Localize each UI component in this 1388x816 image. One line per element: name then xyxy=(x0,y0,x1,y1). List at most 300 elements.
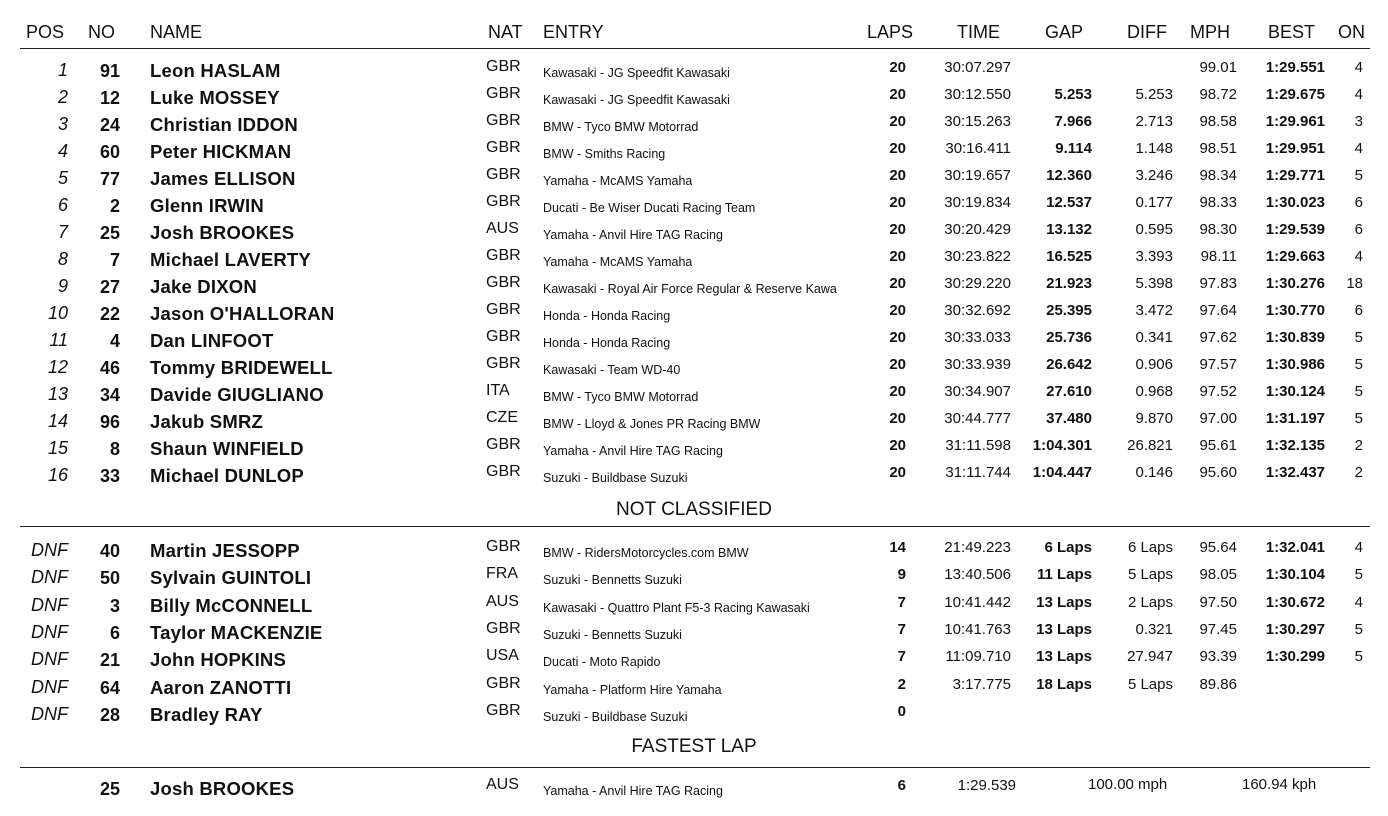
table-row xyxy=(0,674,1388,701)
cell-nat: USA xyxy=(486,647,519,665)
cell-no: 50 xyxy=(99,568,120,589)
header-pos: POS xyxy=(26,22,65,42)
cell-entry: BMW - Lloyd & Jones PR Racing BMW xyxy=(543,417,761,431)
cell-diff: 27.947 xyxy=(1127,648,1173,666)
cell-no: 96 xyxy=(99,412,120,432)
cell-mph: 98.05 xyxy=(1199,566,1237,584)
cell-nat: GBR xyxy=(486,247,521,264)
cell-gap: 18 Laps xyxy=(1036,675,1092,693)
fastest-lap-row xyxy=(0,775,1388,802)
cell-name: Glenn IRWIN xyxy=(150,195,264,216)
cell-laps: 7 xyxy=(897,593,906,611)
cell-time: 30:19.834 xyxy=(944,194,1011,211)
cell-pos: DNF xyxy=(31,540,68,560)
cell-on: 5 xyxy=(1354,648,1363,666)
cell-nat: GBR xyxy=(486,112,521,129)
cell-no: 8 xyxy=(109,439,120,459)
cell-laps: 20 xyxy=(889,302,906,319)
cell-diff: 5 Laps xyxy=(1127,675,1173,693)
cell-on: 5 xyxy=(1354,383,1363,400)
table-row xyxy=(0,219,1388,246)
cell-name: Tommy BRIDEWELL xyxy=(150,357,333,378)
cell-name: Bradley RAY xyxy=(150,703,263,725)
cell-name: Luke MOSSEY xyxy=(150,87,280,108)
cell-best: 1:31.197 xyxy=(1265,410,1325,427)
cell-time: 10:41.763 xyxy=(944,620,1011,638)
cell-name: Jakub SMRZ xyxy=(150,411,264,432)
fastest-lap-nat: AUS xyxy=(486,776,519,793)
cell-gap: 1:04.447 xyxy=(1032,464,1092,481)
cell-no: 6 xyxy=(109,622,120,643)
cell-entry: Suzuki - Buildbase Suzuki xyxy=(543,709,688,724)
cell-diff: 5 Laps xyxy=(1127,566,1173,584)
cell-pos: DNF xyxy=(31,567,68,588)
cell-entry: Honda - Honda Racing xyxy=(543,336,671,350)
cell-mph: 98.72 xyxy=(1199,86,1237,103)
cell-diff: 0.177 xyxy=(1135,194,1173,211)
cell-best: 1:29.961 xyxy=(1265,113,1325,130)
cell-laps: 20 xyxy=(889,194,906,211)
table-row xyxy=(0,537,1388,564)
table-row xyxy=(0,57,1388,84)
table-row xyxy=(0,192,1388,219)
cell-name: Leon HASLAM xyxy=(150,60,281,81)
cell-name: Jason O'HALLORAN xyxy=(150,303,335,324)
cell-gap: 27.610 xyxy=(1046,383,1092,400)
cell-nat: GBR xyxy=(486,274,521,291)
cell-best: 1:30.297 xyxy=(1265,620,1325,638)
cell-gap: 26.642 xyxy=(1046,356,1092,373)
cell-time: 10:41.442 xyxy=(944,593,1011,611)
header-no: NO xyxy=(88,22,115,42)
header-diff: DIFF xyxy=(1127,22,1167,42)
cell-time: 13:40.506 xyxy=(944,566,1011,584)
cell-diff: 2 Laps xyxy=(1127,593,1173,611)
cell-name: Davide GIUGLIANO xyxy=(150,384,324,405)
cell-time: 31:11.598 xyxy=(945,437,1011,454)
cell-best: 1:29.551 xyxy=(1265,59,1325,76)
cell-best: 1:30.104 xyxy=(1265,566,1325,584)
cell-entry: Yamaha - McAMS Yamaha xyxy=(543,174,693,188)
header-divider xyxy=(20,48,1370,49)
cell-laps: 20 xyxy=(889,221,906,238)
cell-mph: 95.60 xyxy=(1199,464,1237,481)
table-row xyxy=(0,408,1388,435)
cell-diff: 5.253 xyxy=(1135,86,1173,103)
cell-mph: 97.00 xyxy=(1199,410,1237,427)
cell-no: 60 xyxy=(99,142,120,162)
cell-name: Taylor MACKENZIE xyxy=(150,621,323,643)
cell-nat: GBR xyxy=(486,701,521,719)
cell-diff: 1.148 xyxy=(1135,140,1173,157)
cell-entry: Yamaha - Anvil Hire TAG Racing xyxy=(543,444,723,458)
cell-time: 30:32.692 xyxy=(944,302,1011,319)
table-row xyxy=(0,300,1388,327)
cell-nat: GBR xyxy=(486,328,521,345)
cell-laps: 7 xyxy=(897,648,906,666)
cell-mph: 97.50 xyxy=(1199,593,1237,611)
cell-time: 30:15.263 xyxy=(944,113,1011,130)
cell-laps: 20 xyxy=(889,410,906,427)
cell-best: 1:29.675 xyxy=(1265,86,1325,103)
cell-laps: 20 xyxy=(889,329,906,346)
cell-time: 30:44.777 xyxy=(944,410,1011,427)
cell-entry: Yamaha - Platform Hire Yamaha xyxy=(543,682,722,697)
cell-laps: 0 xyxy=(897,702,906,720)
cell-pos: 8 xyxy=(57,249,68,269)
table-row xyxy=(0,273,1388,300)
cell-no: 12 xyxy=(99,88,120,108)
table-row xyxy=(0,564,1388,591)
header-name: NAME xyxy=(150,22,203,42)
cell-pos: 13 xyxy=(47,384,68,404)
cell-on: 5 xyxy=(1354,410,1363,427)
cell-name: Aaron ZANOTTI xyxy=(150,676,292,698)
cell-nat: AUS xyxy=(486,592,519,610)
cell-nat: FRA xyxy=(486,565,518,583)
cell-name: John HOPKINS xyxy=(150,649,287,671)
cell-diff: 5.398 xyxy=(1135,275,1173,292)
cell-gap: 1:04.301 xyxy=(1032,437,1092,454)
cell-best: 1:32.437 xyxy=(1265,464,1325,481)
cell-time: 31:11.744 xyxy=(945,464,1011,481)
cell-time: 21:49.223 xyxy=(944,539,1011,556)
table-row xyxy=(0,138,1388,165)
cell-diff: 0.968 xyxy=(1135,383,1173,400)
table-row xyxy=(0,646,1388,673)
cell-no: 24 xyxy=(99,115,120,135)
cell-best: 1:30.672 xyxy=(1265,593,1325,611)
cell-no: 2 xyxy=(109,196,120,216)
cell-on: 5 xyxy=(1354,167,1363,184)
cell-time: 30:23.822 xyxy=(944,248,1011,265)
cell-pos: 10 xyxy=(47,303,68,323)
cell-diff: 3.393 xyxy=(1135,248,1173,265)
cell-on: 18 xyxy=(1346,275,1363,292)
table-row xyxy=(0,327,1388,354)
cell-laps: 20 xyxy=(889,248,906,265)
cell-nat: GBR xyxy=(486,301,521,318)
cell-best: 1:29.663 xyxy=(1265,248,1325,265)
cell-on: 5 xyxy=(1354,329,1363,346)
cell-gap: 13 Laps xyxy=(1036,648,1092,666)
cell-best: 1:30.299 xyxy=(1265,648,1325,666)
cell-name: Martin JESSOPP xyxy=(150,540,300,561)
fastest-lap-name: Josh BROOKES xyxy=(150,778,295,799)
cell-entry: Yamaha - Anvil Hire TAG Racing xyxy=(543,228,723,242)
header-laps: LAPS xyxy=(867,22,914,42)
cell-laps: 20 xyxy=(889,383,906,400)
cell-entry: BMW - Tyco BMW Motorrad xyxy=(543,120,699,134)
header-entry: ENTRY xyxy=(543,22,604,42)
cell-on: 6 xyxy=(1354,194,1363,211)
not-classified-title: NOT CLASSIFIED xyxy=(616,499,772,520)
cell-entry: BMW - Smiths Racing xyxy=(543,147,666,161)
cell-name: Peter HICKMAN xyxy=(150,141,292,162)
cell-name: Christian IDDON xyxy=(150,114,298,135)
cell-mph: 98.58 xyxy=(1199,113,1237,130)
table-row xyxy=(0,165,1388,192)
cell-gap: 13.132 xyxy=(1046,221,1092,238)
cell-diff: 3.246 xyxy=(1135,167,1173,184)
cell-nat: GBR xyxy=(486,538,521,555)
cell-name: Jake DIXON xyxy=(150,276,257,297)
cell-laps: 20 xyxy=(889,437,906,454)
cell-diff: 2.713 xyxy=(1135,113,1173,130)
cell-pos: 15 xyxy=(47,438,68,458)
cell-laps: 20 xyxy=(889,275,906,292)
cell-mph: 98.33 xyxy=(1199,194,1237,211)
cell-gap: 13 Laps xyxy=(1036,593,1092,611)
cell-diff: 0.595 xyxy=(1135,221,1173,238)
cell-nat: AUS xyxy=(486,220,519,237)
cell-on: 4 xyxy=(1354,539,1363,556)
cell-entry: Kawasaki - JG Speedfit Kawasaki xyxy=(543,93,730,107)
cell-gap: 7.966 xyxy=(1054,113,1092,130)
cell-time: 30:34.907 xyxy=(944,383,1011,400)
cell-no: 33 xyxy=(99,466,120,486)
cell-on: 6 xyxy=(1354,302,1363,319)
cell-pos: DNF xyxy=(31,621,68,642)
cell-no: 77 xyxy=(99,169,120,189)
cell-pos: 4 xyxy=(57,141,68,161)
cell-nat: GBR xyxy=(486,355,521,372)
cell-nat: GBR xyxy=(486,166,521,183)
cell-gap: 5.253 xyxy=(1054,86,1092,103)
cell-entry: Suzuki - Buildbase Suzuki xyxy=(543,471,688,485)
cell-entry: Kawasaki - Royal Air Force Regular & Reserve Kawa xyxy=(543,282,837,296)
cell-best: 1:30.770 xyxy=(1265,302,1325,319)
cell-no: 46 xyxy=(99,358,120,378)
cell-diff: 26.821 xyxy=(1127,437,1173,454)
cell-laps: 20 xyxy=(889,59,906,76)
cell-on: 2 xyxy=(1354,437,1363,454)
fastest-lap-kph: 160.94 kph xyxy=(1242,776,1317,793)
cell-nat: GBR xyxy=(486,85,521,102)
cell-pos: 16 xyxy=(47,465,68,485)
cell-pos: 9 xyxy=(57,276,68,296)
fastest-lap-no: 25 xyxy=(99,779,120,799)
table-row xyxy=(0,701,1388,728)
cell-best: 1:30.276 xyxy=(1265,275,1325,292)
cell-mph: 93.39 xyxy=(1199,648,1237,666)
cell-on: 2 xyxy=(1354,464,1363,481)
cell-time: 30:33.033 xyxy=(944,329,1011,346)
cell-mph: 98.51 xyxy=(1199,140,1237,157)
cell-no: 22 xyxy=(99,304,120,324)
cell-time: 30:29.220 xyxy=(944,275,1011,292)
cell-mph: 97.52 xyxy=(1199,383,1237,400)
table-row xyxy=(0,354,1388,381)
cell-gap: 11 Laps xyxy=(1036,566,1092,584)
cell-pos: DNF xyxy=(31,676,68,697)
cell-on: 4 xyxy=(1354,140,1363,157)
header-on: ON xyxy=(1338,22,1365,42)
table-row xyxy=(0,246,1388,273)
cell-time: 30:16.411 xyxy=(945,140,1011,157)
cell-time: 30:07.297 xyxy=(944,59,1011,76)
cell-no: 28 xyxy=(99,704,120,725)
cell-best: 1:30.839 xyxy=(1265,329,1325,346)
fastest-lap-mph: 100.00 mph xyxy=(1088,776,1168,793)
cell-no: 27 xyxy=(99,277,120,297)
cell-gap: 12.537 xyxy=(1046,194,1092,211)
table-row xyxy=(0,435,1388,462)
cell-name: Michael LAVERTY xyxy=(150,249,311,270)
cell-pos: 14 xyxy=(47,411,68,431)
cell-best: 1:32.041 xyxy=(1265,539,1325,556)
cell-on: 4 xyxy=(1354,593,1363,611)
cell-on: 6 xyxy=(1354,221,1363,238)
cell-no: 3 xyxy=(109,595,120,616)
cell-nat: GBR xyxy=(486,193,521,210)
cell-time: 30:33.939 xyxy=(944,356,1011,373)
cell-nat: GBR xyxy=(486,674,521,692)
cell-on: 4 xyxy=(1354,248,1363,265)
cell-entry: Yamaha - McAMS Yamaha xyxy=(543,255,693,269)
cell-gap: 21.923 xyxy=(1046,275,1092,292)
cell-time: 30:12.550 xyxy=(944,86,1011,103)
cell-nat: GBR xyxy=(486,139,521,156)
cell-pos: DNF xyxy=(31,649,68,670)
header-best: BEST xyxy=(1268,22,1316,42)
cell-name: Shaun WINFIELD xyxy=(150,438,304,459)
table-row xyxy=(0,592,1388,619)
cell-time: 30:20.429 xyxy=(944,221,1011,238)
cell-on: 4 xyxy=(1354,86,1363,103)
cell-entry: Honda - Honda Racing xyxy=(543,309,671,323)
cell-name: Michael DUNLOP xyxy=(150,465,304,486)
cell-name: Billy McCONNELL xyxy=(150,594,313,616)
cell-name: Josh BROOKES xyxy=(150,222,295,243)
cell-diff: 0.341 xyxy=(1135,329,1173,346)
table-row xyxy=(0,381,1388,408)
cell-nat: GBR xyxy=(486,619,521,637)
cell-no: 21 xyxy=(99,650,120,671)
cell-pos: 6 xyxy=(57,195,68,215)
cell-diff: 0.906 xyxy=(1135,356,1173,373)
cell-on: 5 xyxy=(1354,356,1363,373)
cell-best: 1:29.539 xyxy=(1265,221,1325,238)
cell-laps: 2 xyxy=(897,675,906,693)
cell-on: 3 xyxy=(1354,113,1363,130)
cell-diff: 0.146 xyxy=(1135,464,1173,481)
cell-nat: GBR xyxy=(486,58,521,75)
cell-best: 1:30.986 xyxy=(1265,356,1325,373)
cell-pos: 12 xyxy=(47,357,68,377)
cell-nat: GBR xyxy=(486,436,521,453)
cell-mph: 98.34 xyxy=(1199,167,1237,184)
cell-mph: 97.57 xyxy=(1199,356,1237,373)
cell-mph: 97.64 xyxy=(1199,302,1237,319)
cell-laps: 20 xyxy=(889,356,906,373)
cell-pos: DNF xyxy=(31,703,68,724)
cell-no: 25 xyxy=(99,223,120,243)
fastest-lap-time: 1:29.539 xyxy=(957,777,1016,794)
cell-entry: Ducati - Moto Rapido xyxy=(543,655,661,670)
cell-name: James ELLISON xyxy=(150,168,296,189)
cell-diff: 0.321 xyxy=(1135,620,1173,638)
cell-diff: 6 Laps xyxy=(1127,539,1173,556)
cell-time: 3:17.775 xyxy=(952,675,1011,693)
cell-laps: 20 xyxy=(889,140,906,157)
table-row xyxy=(0,619,1388,646)
fastest-lap-title: FASTEST LAP xyxy=(631,736,757,757)
cell-gap: 13 Laps xyxy=(1036,620,1092,638)
cell-entry: Kawasaki - Team WD-40 xyxy=(543,363,681,377)
header-mph: MPH xyxy=(1190,22,1230,42)
cell-pos: 3 xyxy=(57,114,68,134)
cell-mph: 89.86 xyxy=(1199,675,1237,693)
cell-laps: 20 xyxy=(889,113,906,130)
cell-entry: Suzuki - Bennetts Suzuki xyxy=(543,573,682,588)
cell-laps: 20 xyxy=(889,86,906,103)
cell-mph: 95.64 xyxy=(1199,539,1237,556)
cell-mph: 97.62 xyxy=(1199,329,1237,346)
cell-best: 1:30.023 xyxy=(1265,194,1325,211)
cell-entry: Kawasaki - JG Speedfit Kawasaki xyxy=(543,66,730,80)
cell-entry: Suzuki - Bennetts Suzuki xyxy=(543,627,682,642)
cell-laps: 9 xyxy=(897,566,906,584)
header-gap: GAP xyxy=(1045,22,1084,42)
cell-gap: 12.360 xyxy=(1046,167,1092,184)
cell-no: 40 xyxy=(99,541,120,561)
cell-laps: 7 xyxy=(897,620,906,638)
cell-gap: 25.395 xyxy=(1046,302,1092,319)
table-row xyxy=(0,111,1388,138)
cell-best: 1:30.124 xyxy=(1265,383,1325,400)
cell-on: 5 xyxy=(1354,620,1363,638)
cell-entry: Ducati - Be Wiser Ducati Racing Team xyxy=(543,201,756,215)
cell-name: Dan LINFOOT xyxy=(150,330,274,351)
cell-mph: 98.30 xyxy=(1199,221,1237,238)
cell-pos: 11 xyxy=(49,330,68,350)
cell-laps: 20 xyxy=(889,167,906,184)
cell-time: 30:19.657 xyxy=(944,167,1011,184)
cell-mph: 95.61 xyxy=(1199,437,1237,454)
cell-entry: Kawasaki - Quattro Plant F5-3 Racing Kawasaki xyxy=(543,600,810,615)
cell-no: 91 xyxy=(99,61,120,81)
cell-diff: 3.472 xyxy=(1135,302,1173,319)
header-time: TIME xyxy=(957,22,1000,42)
table-row xyxy=(0,462,1388,489)
cell-laps: 14 xyxy=(889,539,906,556)
cell-entry: BMW - Tyco BMW Motorrad xyxy=(543,390,699,404)
cell-gap: 9.114 xyxy=(1055,140,1092,157)
fastest-lap-lap: 6 xyxy=(897,777,906,794)
cell-on: 5 xyxy=(1354,566,1363,584)
cell-no: 4 xyxy=(109,331,120,351)
cell-on: 4 xyxy=(1354,59,1363,76)
header-nat: NAT xyxy=(488,22,523,42)
cell-best: 1:29.771 xyxy=(1265,167,1325,184)
cell-nat: GBR xyxy=(486,463,521,480)
cell-pos: 7 xyxy=(57,222,68,242)
cell-nat: CZE xyxy=(486,409,518,426)
cell-pos: 1 xyxy=(57,60,68,80)
cell-laps: 20 xyxy=(889,464,906,481)
cell-mph: 99.01 xyxy=(1199,59,1237,76)
cell-entry: BMW - RidersMotorcycles.com BMW xyxy=(543,546,749,560)
cell-mph: 98.11 xyxy=(1200,248,1237,265)
cell-no: 64 xyxy=(99,677,120,698)
cell-gap: 6 Laps xyxy=(1044,539,1092,556)
cell-gap: 25.736 xyxy=(1046,329,1092,346)
fastest-lap-entry: Yamaha - Anvil Hire TAG Racing xyxy=(543,784,723,798)
cell-nat: ITA xyxy=(486,382,510,399)
cell-diff: 9.870 xyxy=(1135,410,1173,427)
fastest-lap-divider xyxy=(20,767,1370,768)
